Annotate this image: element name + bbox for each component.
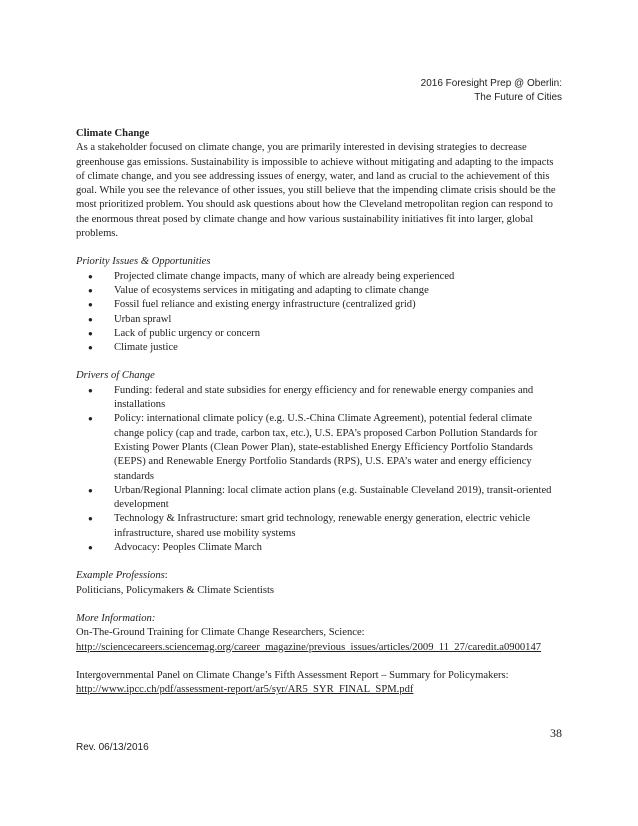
list-item: ● Value of ecosystems services in mitigating and adapting to climate change xyxy=(76,284,564,298)
section-title: Climate Change xyxy=(76,128,150,139)
reference-2-title: Intergovernmental Panel on Climate Change’s Fifth Assessment Report – Summary for Policymakers: xyxy=(76,669,509,681)
list-item: ● Funding: federal and state subsidies for energy efficiency and for renewable energy companies and installations xyxy=(88,384,534,411)
list-item: ● Policy: international climate policy (e.g. U.S.-China Climate Agreement), potential federal climate change policy (cap and trade, carbon tax, etc.), U.S. EPA’s proposed Carbon Pollution Standards for Existing Power Plants (Clean Power Plan), state-established Energy Efficiency Portfolio Standards (EEPS) and Renewable Energy Portfolio Standards (RPS), U.S. EPA’s water and energy efficiency standards xyxy=(88,413,538,482)
list-item: ● Lack of public urgency or concern xyxy=(76,327,564,341)
bullet-icon: ● xyxy=(88,285,93,295)
professions-heading-colon: : xyxy=(164,570,168,582)
bullet-icon: ● xyxy=(88,485,93,495)
reference-1-link[interactable]: http://sciencecareers.sciencemag.org/career_magazine/previous_issues/articles/2009_11_27/caredit.a0900147 xyxy=(76,641,542,653)
bullet-icon: ● xyxy=(88,514,93,524)
list-item: ● Technology & Infrastructure: smart grid technology, renewable energy generation, electric vehicle infrastructure, shared use mobility systems xyxy=(88,513,531,539)
bullet-icon: ● xyxy=(88,343,93,353)
drivers-heading: Drivers of Change xyxy=(76,370,155,382)
priority-list xyxy=(76,270,564,356)
revision-date: Rev. 06/13/2016 xyxy=(76,742,149,753)
bullet-icon: ● xyxy=(88,543,93,553)
priority-heading: Priority Issues & Opportunities xyxy=(76,256,211,268)
list-item: ● Projected climate change impacts, many of which are already being experienced xyxy=(76,270,564,284)
drivers-list xyxy=(76,384,564,556)
bullet-icon: ● xyxy=(88,328,93,338)
page-number: 38 xyxy=(550,726,562,740)
page-header xyxy=(421,77,562,105)
reference-2-link[interactable]: http://www.ipcc.ch/pdf/assessment-report/ar5/syr/AR5_SYR_FINAL_SPM.pdf xyxy=(76,684,414,696)
list-item: ● Advocacy: Peoples Climate March xyxy=(76,541,564,555)
reference-1-title: On-The-Ground Training for Climate Change Researchers, Science: xyxy=(76,627,365,639)
more-info-heading: More Information: xyxy=(76,612,156,624)
intro-paragraph: As a stakeholder focused on climate change, you are primarily interested in devising strategies to decrease greenhouse gas emissions. Sustainability is impossible to achieve without mitigating and adapting to the impacts of climate change, and you see addressing issues of energy, water, and land as crucial to the achievement of this goal. While you see the relevance of other issues, you still believe that the impending climate crisis should be the most prioritized problem. You should ask questions about how the Cleveland metropolitan region can respond to the enormous threat posed by climate change and how various sustainability initiatives fit into larger, global problems. xyxy=(76,142,556,240)
bullet-icon: ● xyxy=(88,414,93,424)
list-item: ● Climate justice xyxy=(76,341,564,355)
bullet-icon: ● xyxy=(88,314,93,324)
list-item: ● Urban sprawl xyxy=(76,313,564,327)
bullet-icon: ● xyxy=(88,271,93,281)
list-item: ● Urban/Regional Planning: local climate action plans (e.g. Sustainable Cleveland 2019), transit-oriented development xyxy=(88,484,552,511)
professions-text: Politicians, Policymakers & Climate Scientists xyxy=(76,584,275,596)
professions-heading-line xyxy=(76,569,564,583)
professions-heading: Example Professions xyxy=(76,570,165,582)
bullet-icon: ● xyxy=(88,385,93,395)
bullet-icon: ● xyxy=(88,300,93,310)
document-body xyxy=(76,127,564,697)
header-line-2: The Future of Cities xyxy=(474,92,562,103)
header-line-1: 2016 Foresight Prep @ Oberlin: xyxy=(420,78,562,89)
list-item: ● Fossil fuel reliance and existing energy infrastructure (centralized grid) xyxy=(76,298,564,312)
